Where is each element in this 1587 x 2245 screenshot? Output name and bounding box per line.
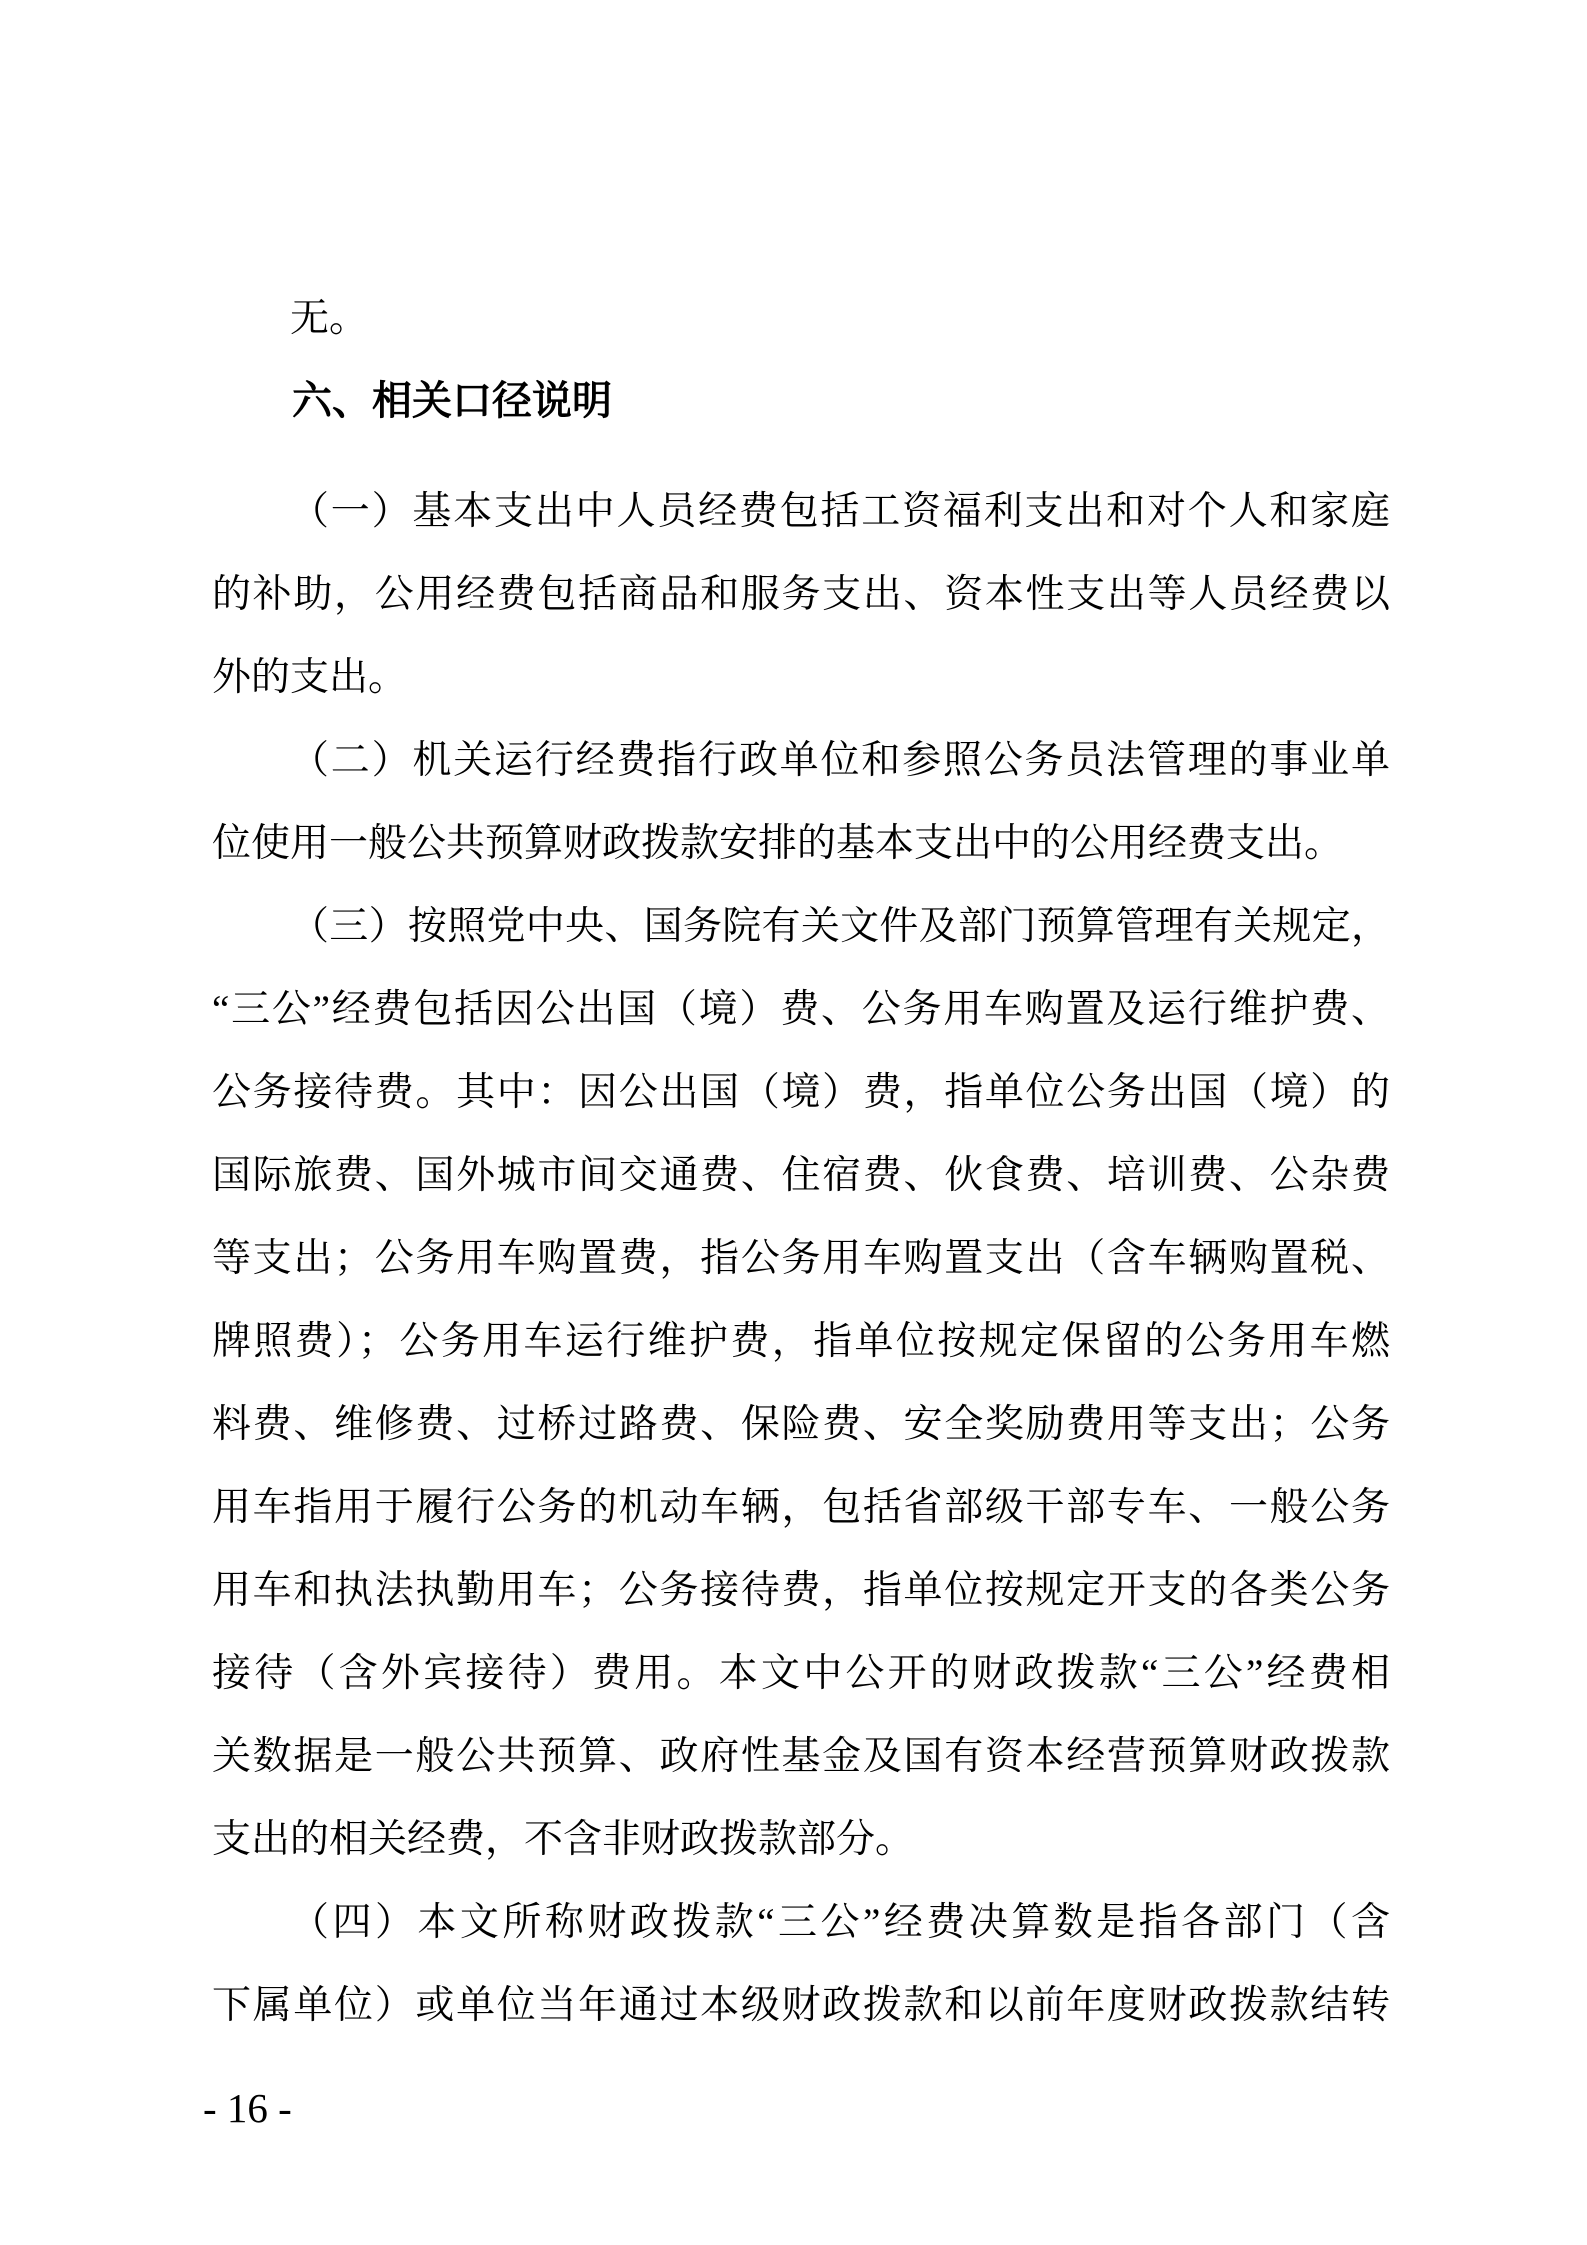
section-heading: 六、相关口径说明	[292, 379, 612, 423]
paragraph-3-line-3: 公务接待费。其中：因公出国（境）费，指单位公务出国（境）的	[212, 1071, 1390, 1114]
paragraph-2-line-1: （二）机关运行经费指行政单位和参照公务员法管理的事业单	[290, 739, 1390, 782]
paragraph-3-line-9: 用车和执法执勤用车；公务接待费，指单位按规定开支的各类公务	[212, 1569, 1390, 1612]
paragraph-3-line-1: （三）按照党中央、国务院有关文件及部门预算管理有关规定，	[290, 905, 1390, 948]
paragraph-3-line-8: 用车指用于履行公务的机动车辆，包括省部级干部专车、一般公务	[212, 1486, 1390, 1529]
paragraph-3-line-5: 等支出；公务用车购置费，指公务用车购置支出（含车辆购置税、	[212, 1237, 1390, 1280]
paragraph-4-line-2: 下属单位）或单位当年通过本级财政拨款和以前年度财政拨款结转	[212, 1984, 1390, 2027]
paragraph-3-line-4: 国际旅费、国外城市间交通费、住宿费、伙食费、培训费、公杂费	[212, 1154, 1390, 1197]
preamble-text: 无。	[290, 297, 369, 340]
paragraph-4-line-1: （四）本文所称财政拨款“三公”经费决算数是指各部门（含	[290, 1901, 1390, 1944]
paragraph-1-line-1: （一）基本支出中人员经费包括工资福利支出和对个人和家庭	[290, 490, 1390, 533]
paragraph-1-line-3: 外的支出。	[212, 656, 408, 699]
document-body	[212, 277, 1390, 2047]
paragraph-3-line-6: 牌照费）；公务用车运行维护费，指单位按规定保留的公务用车燃	[212, 1320, 1390, 1363]
paragraph-3-line-10: 接待（含外宾接待）费用。本文中公开的财政拨款“三公”经费相	[212, 1652, 1390, 1695]
paragraph-3-line-11: 关数据是一般公共预算、政府性基金及国有资本经营预算财政拨款	[212, 1735, 1390, 1778]
paragraph-3-line-7: 料费、维修费、过桥过路费、保险费、安全奖励费用等支出；公务	[212, 1403, 1390, 1446]
page-number: - 16 -	[203, 2085, 292, 2131]
paragraph-2-line-2: 位使用一般公共预算财政拨款安排的基本支出中的公用经费支出。	[212, 822, 1344, 865]
paragraph-3-line-2: “三公”经费包括因公出国（境）费、公务用车购置及运行维护费、	[212, 988, 1390, 1031]
paragraph-3-line-12: 支出的相关经费，不含非财政拨款部分。	[212, 1818, 915, 1861]
paragraph-1-line-2: 的补助，公用经费包括商品和服务支出、资本性支出等人员经费以	[212, 573, 1390, 616]
